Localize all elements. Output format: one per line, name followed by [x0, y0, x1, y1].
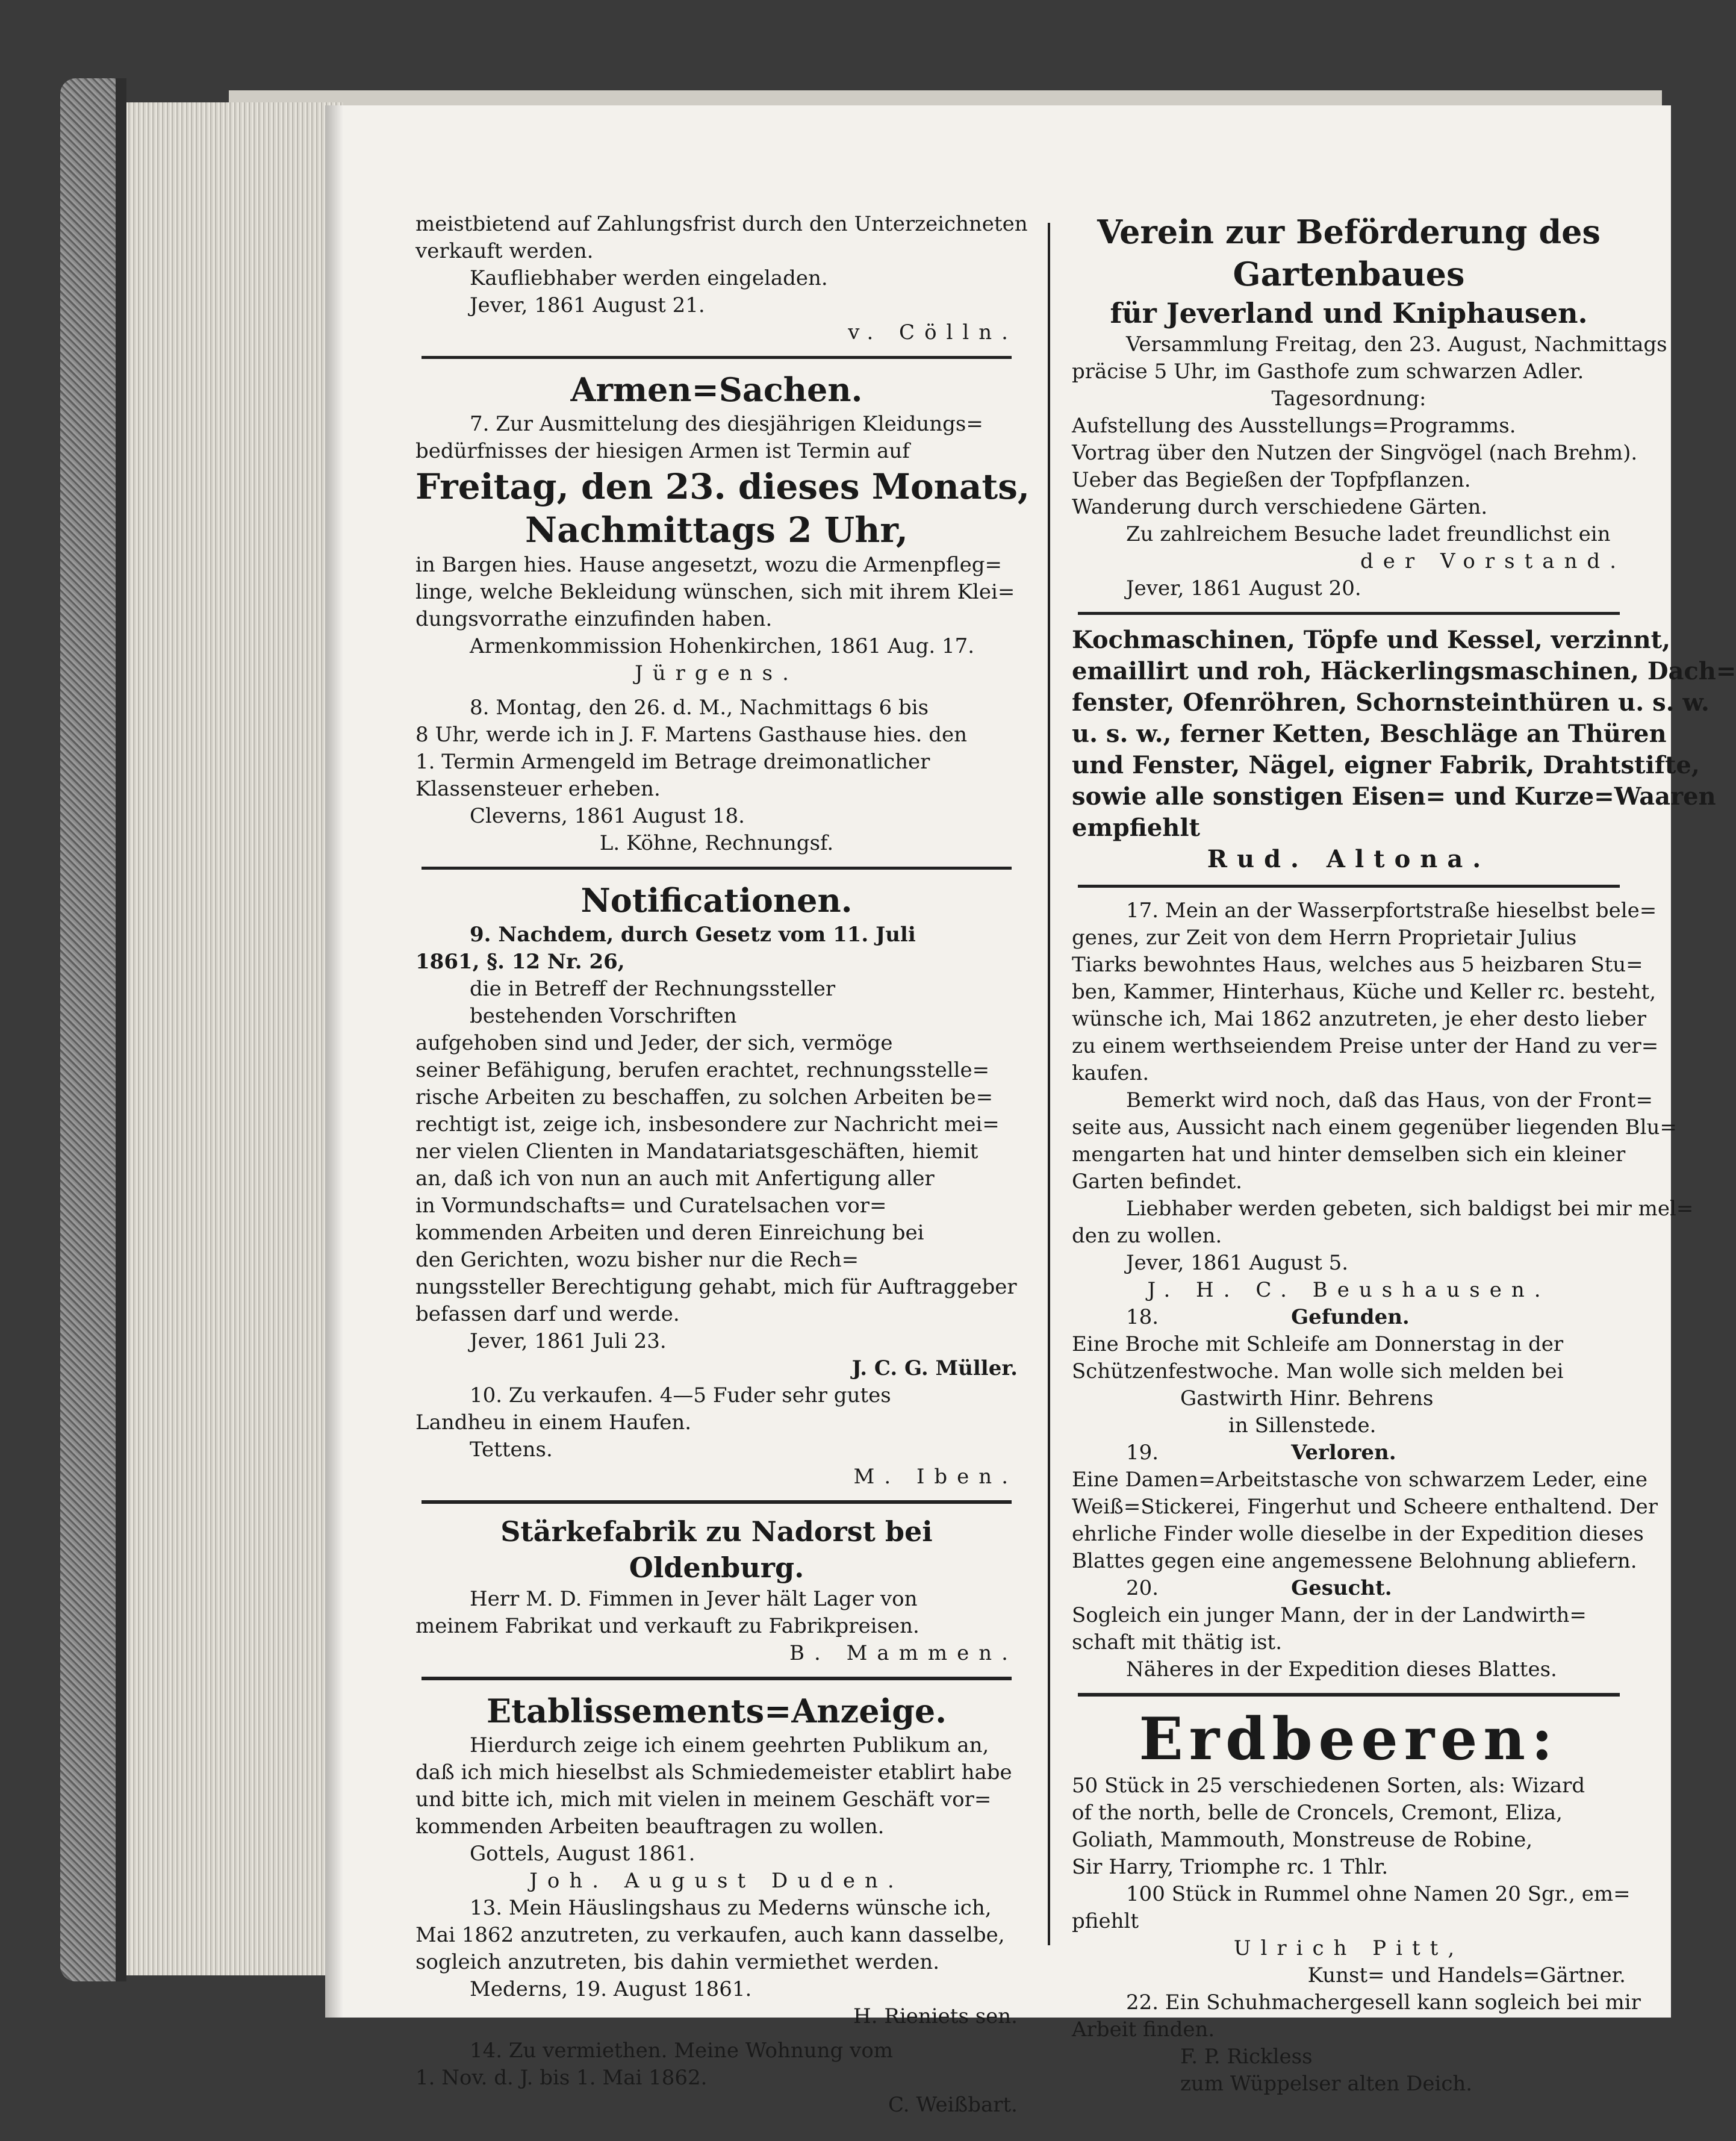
book-spine [60, 78, 126, 1981]
newspaper-page [325, 105, 1736, 2117]
text-line: kommenden Arbeiten beauftragen zu wollen. [415, 1815, 885, 1839]
text-line: Weiß=Stickerei, Fingerhut und Scheere enthaltend. Der [1072, 1495, 1658, 1519]
text-line: Sir Harry, Triomphe rc. 1 Thlr. [1072, 1855, 1389, 1879]
text-line: Garten befindet. [1072, 1170, 1242, 1194]
text-line: und bitte ich, mich mit vielen in meinem Geschäft vor= [415, 1787, 992, 1812]
text-line: Bemerkt wird noch, daß das Haus, von der Front= [1126, 1088, 1653, 1112]
text-line: pfiehlt [1072, 1909, 1139, 1933]
text-line: Tettens. [470, 1438, 553, 1462]
left-column [415, 211, 1030, 2119]
text-line: Jever, 1861 August 21. [470, 293, 705, 317]
section-rule [422, 1677, 1012, 1680]
agenda-item: Wanderung durch verschiedene Gärten. [1072, 495, 1488, 519]
signature: F. P. Rickless [1180, 2045, 1313, 2069]
signature: M. Iben. [853, 1465, 1018, 1489]
signature: J. H. C. Beushausen. [1147, 1278, 1551, 1302]
text-line: in Bargen hies. Hause angesetzt, wozu die Armenpfleg= [415, 553, 1002, 577]
signature: Gastwirth Hinr. Behrens [1180, 1386, 1434, 1410]
ad-heading-verein-2: Gartenbaues [1233, 255, 1465, 293]
section-rule [422, 1500, 1012, 1504]
section-rule [422, 356, 1012, 359]
notice-heading-verloren: Verloren. [1291, 1441, 1396, 1465]
text-line [1072, 1304, 1626, 1331]
ad-heading-erdbeeren: Erdbeeren: [1139, 1705, 1559, 1773]
text-line: bestehenden Vorschriften [470, 1004, 737, 1028]
signature: der Vorstand. [1360, 549, 1626, 573]
section-heading-armen: Armen=Sachen. [570, 370, 863, 409]
text-line: kommenden Arbeiten und deren Einreichung bei [415, 1221, 924, 1245]
text-line: ben, Kammer, Hinterhaus, Küche und Keller rc. besteht, [1072, 980, 1657, 1004]
text-line: Blattes gegen eine angemessene Belohnung abliefern. [1072, 1549, 1637, 1573]
signature: B. Mammen. [789, 1641, 1018, 1665]
text-line: Goliath, Mammouth, Monstreuse de Robine, [1072, 1828, 1533, 1852]
signature: Ulrich Pitt, [1233, 1936, 1464, 1960]
ad-heading-verein-3: für Jeverland und Kniphausen. [1110, 297, 1588, 329]
text-line: linge, welche Bekleidung wünschen, sich mit ihrem Klei= [415, 580, 1015, 604]
signature: H. Rieniets sen. [853, 2004, 1018, 2028]
text-line: verkauft werden. [415, 239, 594, 263]
text-line: dungsvorrathe einzufinden haben. [415, 607, 773, 631]
section-rule [1078, 885, 1620, 888]
text-line: Schützenfestwoche. Man wolle sich melden bei [1072, 1359, 1564, 1383]
text-line [1072, 1575, 1626, 1602]
text-line: Kaufliebhaber werden eingeladen. [470, 266, 828, 290]
column-divider [1048, 223, 1050, 1945]
text-line: bedürfnisses der hiesigen Armen ist Termin auf [415, 439, 910, 463]
text-line: die in Betreff der Rechnungssteller [470, 977, 836, 1001]
text-line: 1. Nov. d. J. bis 1. Mai 1862. [415, 2066, 708, 2090]
text-line: sogleich anzutreten, bis dahin vermiethet werden. [415, 1950, 940, 1974]
text-line: meistbietend auf Zahlungsfrist durch den Unterzeichneten [415, 212, 1028, 236]
text-line: den Gerichten, wozu bisher nur die Rech= [415, 1248, 859, 1272]
text-line: Armenkommission Hohenkirchen, 1861 Aug. 17. [470, 634, 975, 658]
signature: in Sillenstede. [1228, 1413, 1377, 1438]
text-line: Jever, 1861 Juli 23. [470, 1329, 667, 1353]
text-line: Kochmaschinen, Töpfe und Kessel, verzinnt, [1072, 626, 1671, 654]
notice-number: 19. [1126, 1441, 1159, 1465]
text-line: Arbeit finden. [1072, 2018, 1215, 2042]
text-line: daß ich mich hieselbst als Schmiedemeister etablirt habe [415, 1760, 1012, 1784]
text-line: genes, zur Zeit von dem Herrn Proprietair Julius [1072, 926, 1577, 950]
text-line: zu einem werthseiendem Preise unter der Hand zu ver= [1072, 1034, 1659, 1058]
text-line: Eine Damen=Arbeitstasche von schwarzem Leder, eine [1072, 1468, 1647, 1492]
text-line: seiner Befähigung, berufen erachtet, rechnungsstelle= [415, 1058, 990, 1082]
spine-edge [116, 78, 126, 1981]
text-line: 9. Nachdem, durch Gesetz vom 11. Juli [470, 923, 916, 947]
signature: Jürgens. [635, 661, 798, 685]
signature: Rud. Altona. [1207, 845, 1491, 873]
ad-heading-staerkefabrik: Stärkefabrik zu Nadorst bei Oldenburg. [500, 1515, 933, 1584]
text-line: präcise 5 Uhr, im Gasthofe zum schwarzen Adler. [1072, 360, 1584, 384]
text-line: ehrliche Finder wolle dieselbe in der Expedition dieses [1072, 1522, 1644, 1546]
right-column [1072, 211, 1736, 2098]
signature: L. Köhne, Rechnungsf. [599, 831, 834, 855]
text-line: mengarten hat und hinter demselben sich ein kleiner [1072, 1142, 1626, 1167]
text-line: Liebhaber werden gebeten, sich baldigst bei mir mel= [1126, 1197, 1694, 1221]
text-line: aufgehoben sind und Jeder, der sich, vermöge [415, 1031, 893, 1055]
text-line: kaufen. [1072, 1061, 1150, 1085]
agenda-item: Vortrag über den Nutzen der Singvögel (nach Brehm). [1072, 441, 1638, 465]
text-line: of the north, belle de Croncels, Cremont, Eliza, [1072, 1801, 1563, 1825]
text-line: seite aus, Aussicht nach einem gegenüber liegenden Blu= [1072, 1115, 1677, 1139]
ad-heading-verein: Verein zur Beförderung des [1097, 213, 1601, 251]
text-line: 14. Zu vermiethen. Meine Wohnung vom [470, 2039, 894, 2063]
text-line: befassen darf und werde. [415, 1302, 680, 1326]
text-line: Zu zahlreichem Besuche ladet freundlichst ein [1126, 522, 1611, 546]
text-line: Landheu in einem Haufen. [415, 1410, 692, 1435]
notice-heading-gesucht: Gesucht. [1291, 1576, 1392, 1600]
signature: C. Weißbart. [888, 2093, 1018, 2117]
text-line: 10. Zu verkaufen. 4—5 Fuder sehr gutes [470, 1383, 891, 1407]
text-line: empfiehlt [1072, 814, 1201, 842]
text-line: Tiarks bewohntes Haus, welches aus 5 heizbaren Stu= [1072, 953, 1643, 977]
section-rule [422, 867, 1012, 870]
text-line: Jever, 1861 August 5. [1126, 1251, 1349, 1275]
text-line: Tagesordnung: [1271, 387, 1426, 411]
text-line: Klassensteuer erheben. [415, 777, 661, 801]
notice-number: 20. [1126, 1576, 1159, 1600]
agenda-item: Ueber das Begießen der Topfpflanzen. [1072, 468, 1471, 492]
text-line: 1. Termin Armengeld im Betrage dreimonatlicher [415, 750, 930, 774]
text-line [1072, 1439, 1626, 1466]
signature: J. C. G. Müller. [851, 1356, 1018, 1380]
section-heading-notificationen: Notificationen. [580, 881, 853, 920]
text-line: Mai 1862 anzutreten, zu verkaufen, auch kann dasselbe, [415, 1923, 1005, 1947]
text-line: und Fenster, Nägel, eigner Fabrik, Drahtstifte, [1072, 751, 1700, 779]
text-line: 17. Mein an der Wasserpfortstraße hieselbst bele= [1126, 899, 1657, 923]
text-line: Mederns, 19. August 1861. [470, 1977, 752, 2001]
text-line: den zu wollen. [1072, 1224, 1222, 1248]
text-line: 1861, §. 12 Nr. 26, [415, 950, 625, 974]
emphasis-line: Freitag, den 23. dieses Monats, [415, 466, 1030, 507]
text-line: 50 Stück in 25 verschiedenen Sorten, als: Wizard [1072, 1774, 1585, 1798]
signature: Kunst= und Handels=Gärtner. [1307, 1963, 1626, 1987]
section-rule [1078, 1693, 1620, 1697]
signature: Joh. August Duden. [529, 1869, 904, 1893]
text-line: Cleverns, 1861 August 18. [470, 804, 745, 828]
ad-heading-etablissement: Etablissements=Anzeige. [487, 1692, 947, 1730]
text-line: emaillirt und roh, Häckerlingsmaschinen, Dach= [1072, 657, 1736, 685]
text-line: fenster, Ofenröhren, Schornsteinthüren u. s. w. [1072, 688, 1710, 717]
text-line: Hierdurch zeige ich einem geehrten Publikum an, [470, 1733, 989, 1757]
notice-number: 18. [1126, 1305, 1159, 1329]
text-line: Eine Broche mit Schleife am Donnerstag in der [1072, 1332, 1564, 1356]
text-line: Jever, 1861 August 20. [1126, 576, 1361, 600]
text-line: Gottels, August 1861. [470, 1842, 695, 1866]
text-line: Versammlung Freitag, den 23. August, Nachmittags [1126, 332, 1667, 357]
text-line: in Vormundschafts= und Curatelsachen vor= [415, 1194, 887, 1218]
text-line: 100 Stück in Rummel ohne Namen 20 Sgr., em= [1126, 1882, 1631, 1906]
text-line: Näheres in der Expedition dieses Blattes. [1126, 1657, 1557, 1681]
text-line: u. s. w., ferner Ketten, Beschläge an Thüren [1072, 720, 1667, 748]
text-line: 7. Zur Ausmittelung des diesjährigen Kleidungs= [470, 412, 983, 436]
text-line: meinem Fabrikat und verkauft zu Fabrikpreisen. [415, 1614, 919, 1638]
text-line: Sogleich ein junger Mann, der in der Landwirth= [1072, 1603, 1587, 1627]
page-stack [126, 102, 343, 1975]
notice-heading-gefunden: Gefunden. [1291, 1305, 1410, 1329]
signature: v. Cölln. [848, 320, 1018, 344]
text-line: rische Arbeiten zu beschaffen, zu solchen Arbeiten be= [415, 1085, 994, 1109]
signature: zum Wüppelser alten Deich. [1180, 2072, 1473, 2096]
text-line: nungssteller Berechtigung gehabt, mich für Auftraggeber [415, 1275, 1017, 1299]
text-line: 22. Ein Schuhmachergesell kann sogleich bei mir [1126, 1990, 1641, 2015]
text-line: Herr M. D. Fimmen in Jever hält Lager von [470, 1587, 918, 1611]
text-line: an, daß ich von nun an auch mit Anfertigung aller [415, 1167, 935, 1191]
text-line: rechtigt ist, zeige ich, insbesondere zur Nachricht mei= [415, 1112, 1000, 1136]
emphasis-line: Nachmittags 2 Uhr, [525, 510, 908, 550]
gutter-shadow [325, 105, 343, 2018]
text-line: ner vielen Clienten in Mandatariatsgeschäften, hiemit [415, 1139, 978, 1164]
section-rule [1078, 612, 1620, 615]
text-line: wünsche ich, Mai 1862 anzutreten, je eher desto lieber [1072, 1007, 1647, 1031]
text-line: 8 Uhr, werde ich in J. F. Martens Gasthause hies. den [415, 723, 968, 747]
text-line: 13. Mein Häuslingshaus zu Mederns wünsche ich, [470, 1896, 992, 1920]
text-line: schaft mit thätig ist. [1072, 1630, 1283, 1654]
agenda-item: Aufstellung des Ausstellungs=Programms. [1072, 414, 1516, 438]
text-line: 8. Montag, den 26. d. M., Nachmittags 6 bis [470, 696, 929, 720]
text-line: sowie alle sonstigen Eisen= und Kurze=Waaren [1072, 782, 1716, 811]
